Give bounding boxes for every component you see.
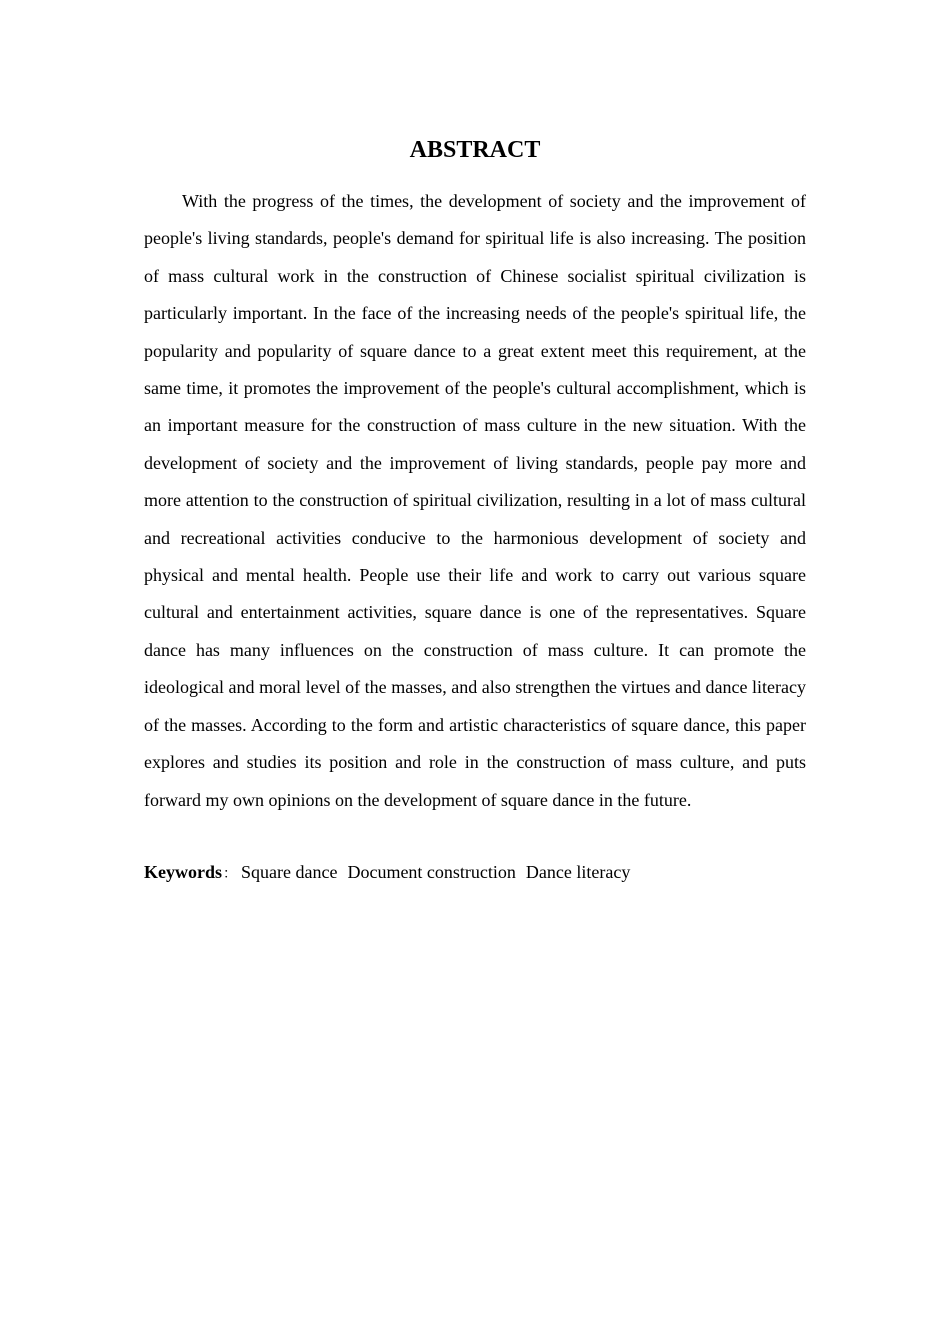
keyword-item: Dance literacy (525, 862, 631, 882)
keyword-item: Document construction (347, 862, 516, 882)
abstract-heading: ABSTRACT (409, 137, 541, 163)
abstract-paragraph: With the progress of the times, the development of society and the improvement of people's living standards, people's demand for spiritual life is also increasing. The position of mass cultural work in the construction of Chinese socialist spiritual civilization is particularly important. In the face of the increasing needs of the people's spiritual life, the popularity and popularity of square dance to a great extent meet this requirement, at the same time, it promotes the improvement of the people's cultural accomplishment, which is an important measure for the construction of mass culture in the new situation. With the development of society and the improvement of living standards, people pay more and more attention to the construction of spiritual civilization, resulting in a lot of mass cultural and recreational activities conducive to the harmonious development of society and physical and mental health. People use their life and work to carry out various square cultural and entertainment activities, square dance is one of the representatives. Square dance has many influences on the construction of mass culture. It can promote the ideological and moral level of the masses, and also strengthen the virtues and dance literacy of the masses. According to the form and artistic characteristics of square dance, this paper explores and studies its position and role in the construction of mass culture, and puts forward my own opinions on the development of square dance in the future. (144, 191, 806, 810)
keywords-line (144, 854, 806, 893)
keywords-separator: ： (223, 867, 237, 882)
keywords-label: Keywords (144, 862, 222, 882)
keyword-item: Square dance (241, 862, 338, 882)
